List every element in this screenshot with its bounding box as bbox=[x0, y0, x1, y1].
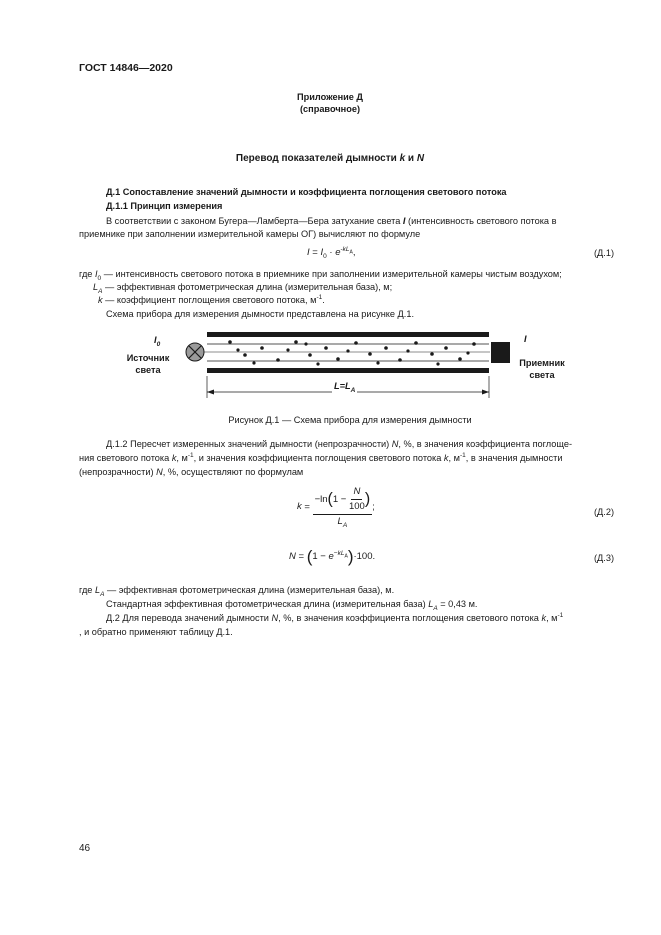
d2-line1: Д.2 Для перевода значений дымности N, %, в значения коэффициента поглощения светового потока k, $м^{-1}$ bbox=[106, 611, 564, 623]
d2-line2: , и обратно применяют таблицу Д.1. bbox=[79, 627, 233, 637]
section-title-and: и bbox=[405, 153, 417, 164]
dimension-arrow-right bbox=[482, 390, 489, 395]
light-source-icon bbox=[186, 343, 204, 361]
section-title-k: k bbox=[399, 153, 406, 164]
d1-1-text-b: (интенсивность светового потока в bbox=[405, 216, 557, 226]
appendix-note: (справочное) bbox=[299, 104, 360, 114]
section-title-n: N bbox=[416, 153, 425, 164]
receiver-line1: Приемник bbox=[519, 358, 565, 368]
figure-length-label: $L=L_A$ bbox=[334, 381, 356, 394]
d1-2-line3: (непрозрачности) N, %, осуществляют по формулам bbox=[79, 467, 304, 477]
document-standard-header: ГОСТ 14846—2020 bbox=[79, 62, 173, 74]
def-k-sup: -1 bbox=[316, 293, 323, 301]
d1-1-heading: Д.1.1 Принцип измерения bbox=[106, 201, 223, 211]
figure-caption: Рисунок Д.1 — Схема прибора для измерения дымности bbox=[228, 415, 472, 425]
page-number: 46 bbox=[79, 843, 91, 854]
def-i0-text: — интенсивность светового потока в приемнике при заполнении измерительной камеры чистым воздухом; bbox=[101, 269, 562, 279]
def-la-2: где $L_A$ — эффективная фотометрическая длина (измерительная база), м. bbox=[79, 585, 395, 598]
equation-d3: $N = (1 - e^{-kL_A})\cdot 100$. bbox=[289, 547, 376, 566]
figure-receiver-label bbox=[512, 358, 572, 381]
dimension-arrow-left bbox=[207, 390, 214, 395]
equation-d2: k = −ln(1 − $\frac{N}{100}$ ) $L_A$ ; bbox=[297, 486, 375, 529]
def-k: k — коэффициент поглощения светового потока, $м^{-1}$. bbox=[98, 293, 325, 305]
d1-2-line2: ния светового потока k, $м^{-1}$, и значения коэффициента поглощения светового потока k, $м^{-1}$, в значения дымности bbox=[79, 451, 563, 463]
var-I: I bbox=[402, 216, 406, 226]
equation-d1: $I = I_0 \cdot e^{-kL_A}$, bbox=[307, 245, 356, 260]
def-where: где bbox=[79, 269, 95, 279]
figure-label-i: I bbox=[524, 334, 527, 344]
figure-d1-diagram bbox=[120, 326, 580, 406]
scheme-reference: Схема прибора для измерения дымности представлена на рисунке Д.1. bbox=[106, 309, 414, 319]
d1-heading: Д.1 Сопоставление значений дымности и коэффициента поглощения светового потока bbox=[106, 187, 507, 197]
equation-d2-number: (Д.2) bbox=[594, 507, 615, 517]
section-title-text: Перевод показателей дымности bbox=[235, 153, 400, 164]
figure-source-label bbox=[118, 353, 178, 376]
section-title bbox=[180, 153, 480, 166]
d1-1-text-a: В соответствии с законом Бугера—Ламберта—Бера затухание света bbox=[106, 216, 403, 226]
source-line2: света bbox=[135, 364, 161, 375]
tube-top-wall bbox=[207, 332, 489, 337]
standard-length: Стандартная эффективная фотометрическая длина (измерительная база) $L_A = 0,43$ м. bbox=[106, 599, 478, 612]
d1-1-paragraph-line2: приемнике при заполнении измерительной камеры ОГ) вычисляют по формуле bbox=[79, 229, 421, 239]
appendix-title: Приложение Д bbox=[297, 92, 363, 102]
def-k-end: . bbox=[322, 295, 325, 305]
def-la: $L_A$ — эффективная фотометрическая длина (измерительная база), м; bbox=[93, 282, 393, 295]
def-k-text: — коэффициент поглощения светового потока, м bbox=[102, 295, 317, 305]
source-line1: Источник bbox=[126, 353, 170, 363]
d1-2-line1: Д.1.2 Пересчет измеренных значений дымности (непрозрачности) N, %, в значения коэффициента поглоще- bbox=[106, 439, 573, 449]
equation-d3-number: (Д.3) bbox=[594, 553, 615, 563]
equation-d1-number: (Д.1) bbox=[594, 248, 615, 258]
def-la-text: — эффективная фотометрическая длина (измерительная база), м; bbox=[102, 282, 393, 292]
def-i0: где $I_0$ — интенсивность светового потока в приемнике при заполнении измерительной камеры чистым воздухом; bbox=[79, 269, 562, 282]
receiver-icon bbox=[491, 342, 510, 363]
tube-bottom-wall bbox=[207, 368, 489, 373]
receiver-line2: света bbox=[529, 369, 555, 380]
d1-1-paragraph-line1 bbox=[106, 216, 556, 228]
figure-label-i0: $I_0$ bbox=[154, 335, 161, 348]
